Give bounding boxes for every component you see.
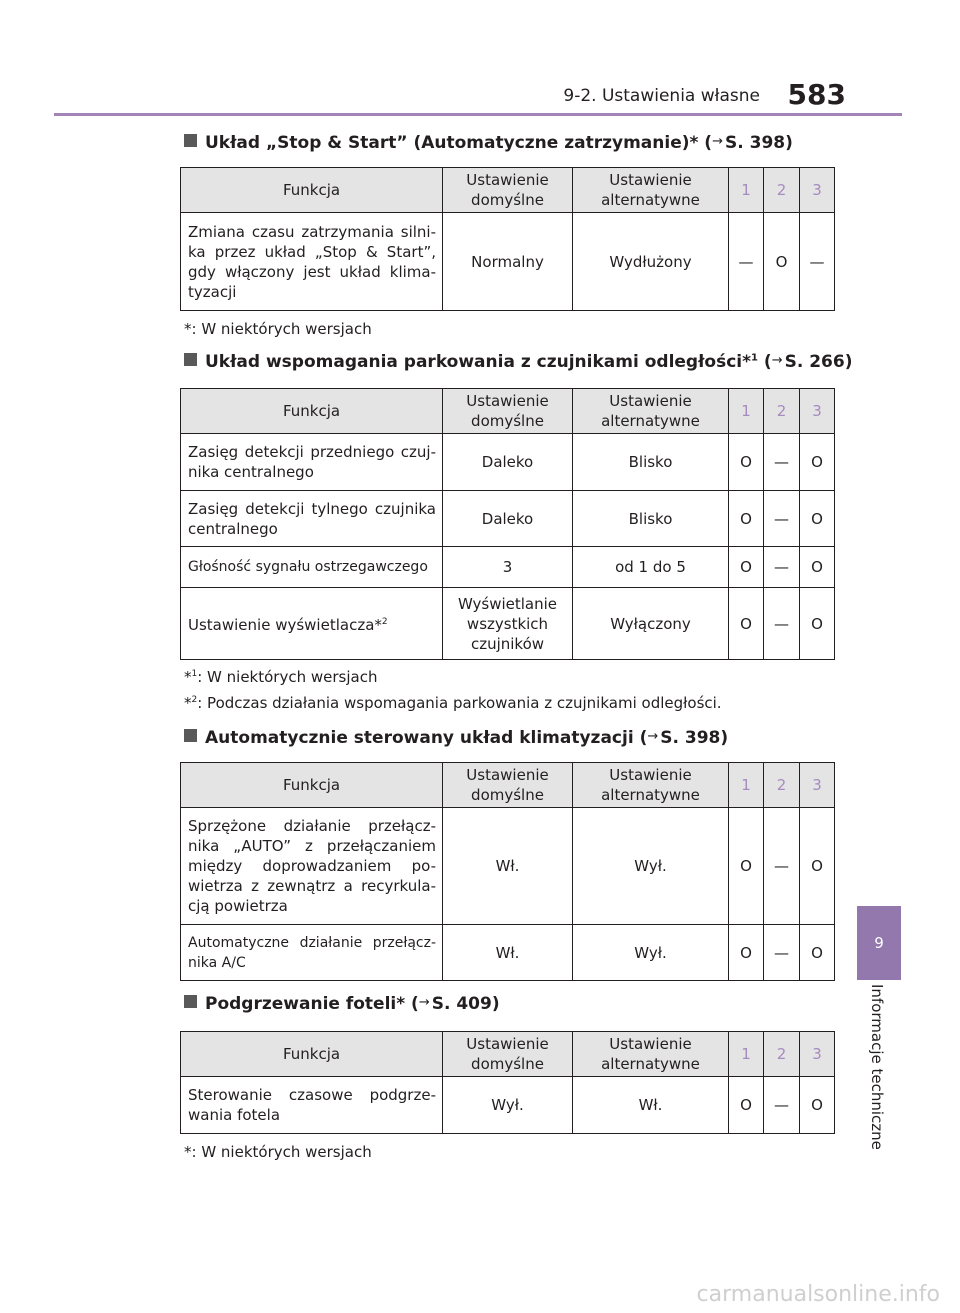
table-row — [181, 547, 835, 588]
page-reference: S. 409 — [431, 994, 492, 1014]
arrow-right-icon: → — [712, 134, 723, 149]
section-title-text: Podgrzewanie foteli* — [205, 994, 406, 1014]
table-header-row — [181, 1032, 835, 1077]
header-function: Funkcja — [181, 389, 443, 434]
row-default: 3 — [443, 547, 573, 588]
footnote: *$^2$: Podczas działania wspomagania parkowania z czujnikami odległości. — [184, 694, 722, 712]
row-c2: — — [764, 588, 800, 660]
row-default: Wył. — [443, 1077, 573, 1134]
bullet-square-icon — [184, 729, 197, 742]
header-alternative: Ustawienie alternatywne — [573, 389, 729, 434]
row-function: Sprzężone działanie przełącz-nika „AUTO” z przełączaniem między doprowadzaniem po-wietrza z zewnątrz a recyrkula-cją powietrza — [181, 808, 443, 925]
table-header-row — [181, 763, 835, 808]
table-row — [181, 434, 835, 491]
section-title-climate: Automatycznie sterowany układ klimatyzacji (→ S. 398) — [184, 728, 728, 748]
section-title-text: Układ wspomagania parkowania z czujnikami odległości* — [205, 352, 752, 372]
page-header — [0, 0, 960, 120]
header-circled-2: 2 — [764, 389, 800, 434]
header-circled-1: 1 — [729, 168, 764, 213]
row-c3: O — [800, 1077, 835, 1134]
header-alternative: Ustawienie alternatywne — [573, 763, 729, 808]
footnote: *: W niektórych wersjach — [184, 320, 372, 338]
bullet-square-icon — [184, 353, 197, 366]
row-alternative: Wył. — [573, 925, 729, 981]
page-number: 583 — [787, 78, 846, 111]
footnote: *: W niektórych wersjach — [184, 1143, 372, 1161]
row-default: Wyświetlanie wszystkich czujników — [443, 588, 573, 660]
header-circled-1: 1 — [729, 389, 764, 434]
chapter-tab-number: 9 — [874, 934, 884, 952]
header-function: Funkcja — [181, 1032, 443, 1077]
row-alternative: Blisko — [573, 434, 729, 491]
header-circled-1: 1 — [729, 763, 764, 808]
row-alternative: Wyłączony — [573, 588, 729, 660]
row-c1: O — [729, 808, 764, 925]
row-c3: O — [800, 547, 835, 588]
table-row — [181, 491, 835, 547]
settings-table-climate — [180, 762, 835, 981]
row-c1: — — [729, 213, 764, 311]
row-c1: O — [729, 925, 764, 981]
header-function: Funkcja — [181, 763, 443, 808]
arrow-right-icon: → — [647, 729, 659, 744]
row-default: Daleko — [443, 491, 573, 547]
chapter-side-label-text: Informacje techniczne — [868, 984, 886, 1150]
section-title-seat-heating: Podgrzewanie foteli* (→ S. 409) — [184, 994, 500, 1014]
arrow-right-icon: → — [771, 353, 783, 368]
row-c1: O — [729, 434, 764, 491]
row-alternative: Wydłużony — [573, 213, 729, 311]
bullet-square-icon — [184, 995, 197, 1008]
row-c1: O — [729, 547, 764, 588]
header-default: Ustawienie domyślne — [443, 168, 573, 213]
header-rule — [54, 113, 902, 116]
watermark: carmanualsonline.info — [696, 1282, 940, 1307]
row-c1: O — [729, 588, 764, 660]
row-c2: O — [764, 213, 800, 311]
bullet-square-icon — [184, 134, 197, 147]
section-title-stop-start: Układ „Stop & Start” (Automatyczne zatrzymanie)* (→ S. 398) — [184, 133, 793, 153]
settings-table-parking-sensors — [180, 388, 835, 660]
header-circled-3: 3 — [800, 763, 835, 808]
header-circled-2: 2 — [764, 1032, 800, 1077]
page-reference: S. 266 — [784, 352, 845, 372]
row-default: Daleko — [443, 434, 573, 491]
row-function: Zasięg detekcji tylnego czujnika centralnego — [181, 491, 443, 547]
page-reference: S. 398 — [660, 728, 721, 748]
table-row — [181, 1077, 835, 1134]
row-function: Zmiana czasu zatrzymania silni-ka przez układ „Stop & Start”, gdy włączony jest układ klima-tyzacji — [181, 213, 443, 311]
header-circled-1: 1 — [729, 1032, 764, 1077]
row-c2: — — [764, 491, 800, 547]
section-title-text: Układ „Stop & Start” (Automatyczne zatrzymanie)* — [205, 133, 699, 153]
section-title-text: Automatycznie sterowany układ klimatyzacji — [205, 728, 634, 748]
header-circled-3: 3 — [800, 168, 835, 213]
row-c2: — — [764, 1077, 800, 1134]
row-c2: — — [764, 808, 800, 925]
row-function: Zasięg detekcji przedniego czuj-nika centralnego — [181, 434, 443, 491]
row-c3: O — [800, 925, 835, 981]
row-c2: — — [764, 925, 800, 981]
page-reference: S. 398 — [725, 133, 786, 153]
footnote: *$^1$: W niektórych wersjach — [184, 668, 378, 686]
row-c2: — — [764, 434, 800, 491]
table-row — [181, 808, 835, 925]
arrow-right-icon: → — [418, 995, 430, 1010]
header-default: Ustawienie domyślne — [443, 1032, 573, 1077]
settings-table-seat-heating — [180, 1031, 835, 1134]
chapter-tab — [857, 906, 901, 980]
row-alternative: Blisko — [573, 491, 729, 547]
section-title-parking-sensors: Układ wspomagania parkowania z czujnikami odległości*$^1$ (→ S. 266) — [184, 352, 852, 372]
row-c3: O — [800, 491, 835, 547]
chapter-title: 9-2. Ustawienia własne — [563, 86, 760, 106]
header-default: Ustawienie domyślne — [443, 389, 573, 434]
header-function: Funkcja — [181, 168, 443, 213]
row-c2: — — [764, 547, 800, 588]
row-function: Ustawienie wyświetlacza*$^2$ — [181, 588, 443, 660]
table-header-row — [181, 389, 835, 434]
header-circled-3: 3 — [800, 389, 835, 434]
row-c1: O — [729, 491, 764, 547]
table-header-row — [181, 168, 835, 213]
settings-table-stop-start — [180, 167, 835, 311]
table-row — [181, 925, 835, 981]
row-c3: O — [800, 434, 835, 491]
header-circled-2: 2 — [764, 763, 800, 808]
row-c3: O — [800, 808, 835, 925]
row-alternative: Wył. — [573, 808, 729, 925]
row-alternative: od 1 do 5 — [573, 547, 729, 588]
header-alternative: Ustawienie alternatywne — [573, 1032, 729, 1077]
header-circled-2: 2 — [764, 168, 800, 213]
table-row — [181, 213, 835, 311]
row-alternative: Wł. — [573, 1077, 729, 1134]
row-function: Automatyczne działanie przełącz-nika A/C — [181, 925, 443, 981]
row-c3: — — [800, 213, 835, 311]
row-default: Normalny — [443, 213, 573, 311]
row-function: Głośność sygnału ostrzegawczego — [181, 547, 443, 588]
table-row — [181, 588, 835, 660]
chapter-side-label — [866, 984, 892, 1174]
row-default: Wł. — [443, 808, 573, 925]
header-circled-3: 3 — [800, 1032, 835, 1077]
row-c3: O — [800, 588, 835, 660]
row-default: Wł. — [443, 925, 573, 981]
header-alternative: Ustawienie alternatywne — [573, 168, 729, 213]
row-function: Sterowanie czasowe podgrze-wania fotela — [181, 1077, 443, 1134]
header-default: Ustawienie domyślne — [443, 763, 573, 808]
row-c1: O — [729, 1077, 764, 1134]
